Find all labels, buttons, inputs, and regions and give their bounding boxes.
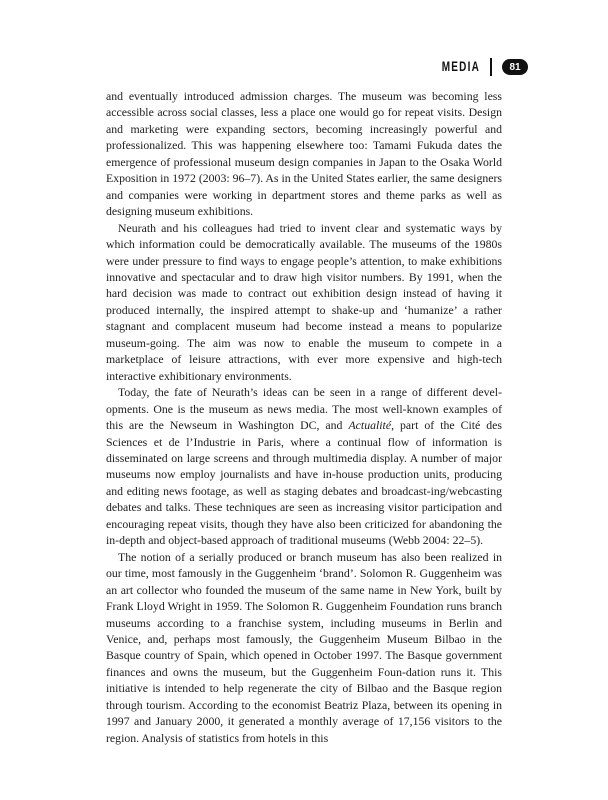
header-divider	[490, 58, 492, 76]
running-head	[442, 58, 528, 76]
paragraph-3	[106, 384, 502, 549]
paragraph-1: and eventually introduced admission charges. The museum was becoming less accessible across social classes, less a place one would go for repeat visits. Design and marketing were expanding sectors, becoming increasingly powerful and professionalized. This was happening elsewhere too: Tamami Fukuda dates the emergence of professional museum design companies in Japan to the Osaka World Exposition in 1972 (2003: 96–7). As in the United States earlier, the same designers and companies were working in department stores and theme parks as well as designing museum exhibitions.	[106, 89, 502, 219]
section-title: MEDIA	[441, 59, 480, 75]
page-number-badge: 81	[502, 59, 528, 75]
paragraph-2: Neurath and his colleagues had tried to invent clear and systematic ways by which information could be democratically available. The museums of the 1980s were under pressure to find ways to engage people’s attention, to make exhibitions innovative and spectacular and to draw high visitor numbers. By 1991, when the hard decision was made to contract out exhibition design instead of having it produced internally, the inspired attempt to shake-up and ‘humanize’ a rather stagnant and complacent museum had become instead a means to popularize museum-going. The aim was now to enable the museum to compete in a marketplace of leisure attractions, with ever more expensive and high-tech interactive exhibitionary environments.	[106, 220, 502, 383]
paragraph-3-text-start: Today, the fate of Neurath’s ideas can be seen in a range of different devel-opments. One is the museum as news media. The most well-known examples of this are the Newseum in Washington DC, and	[106, 385, 502, 433]
actualite-title: Actualité	[348, 418, 392, 433]
body-text	[106, 88, 502, 746]
paragraph-4: The notion of a serially produced or branch museum has also been realized in our time, most famously in the Guggenheim ‘brand’. Solomon R. Guggenheim was an art collector who founded the museum of the same name in New York, built by Frank Lloyd Wright in 1959. The Solomon R. Guggenheim Foundation runs branch museums according to a franchise system, including museums in Berlin and Venice, and, perhaps most famously, the Guggenheim Museum Bilbao in the Basque country of Spain, which opened in October 1997. The Basque government finances and owns the museum, but the Guggenheim Foun-dation runs it. This initiative is intended to help regenerate the city of Bilbao and the Basque region through tourism. According to the economist Beatriz Plaza, between its opening in 1997 and January 2000, it generated a monthly average of 17,156 visitors to the region. Analysis of statistics from hotels in this	[106, 549, 502, 745]
paragraph-3-text-end: , part of the Cité des Sciences et de l’Industrie in Paris, where a continual flow of information is disseminated on large screens and through multimedia display. A number of major museums now employ journalists and have in-house production units, producing and editing news footage, as well as staging debates and broadcast-ing/webcasting debates and talks. These techniques are seen as increasing visitor participation and encouraging repeat visits, though they have also been criticized for abandoning the in-depth and object-based approach of traditional museums (Webb 2004: 22–5).	[106, 418, 502, 548]
